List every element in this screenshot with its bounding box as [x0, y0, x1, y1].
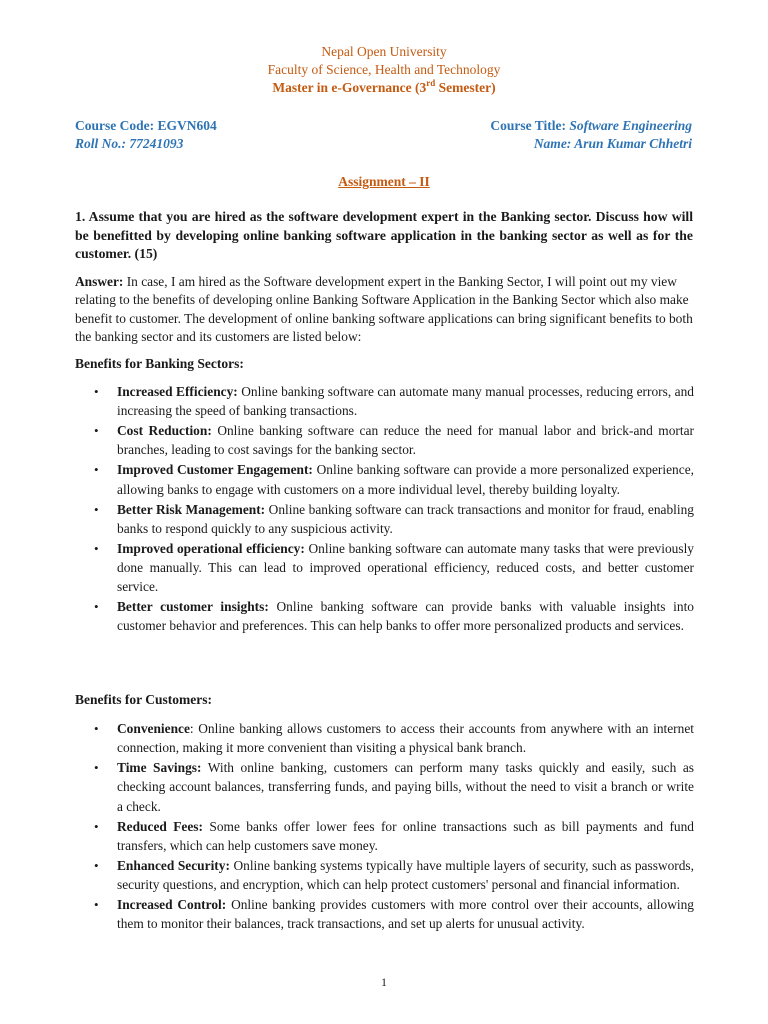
bullet-icon: • — [94, 423, 99, 439]
list-item — [75, 539, 694, 597]
item-term: Cost Reduction: — [117, 423, 212, 439]
course-code: Course Code: EGVN604 — [75, 118, 217, 133]
bullet-icon: • — [94, 384, 99, 399]
program-prefix: Master in e-Governance (3 — [272, 80, 427, 95]
item-text: With online banking, customers can perform many tasks quickly and easily, such as checking account balances, transferring funds, and paying bills, without the need to visit a branch or write a check. — [117, 760, 694, 814]
faculty-name: Faculty of Science, Health and Technology — [267, 62, 501, 77]
bullet-icon: • — [94, 760, 99, 776]
name-label: Name: — [533, 136, 575, 151]
customer-benefits-list — [75, 719, 694, 934]
item-text: Online banking software can track transactions and monitor for fraud, enabling banks to respond quickly to any suspicious activity. — [117, 501, 694, 536]
item-term: Reduced Fees: — [117, 818, 203, 834]
bullet-icon: • — [94, 897, 99, 913]
student-name — [534, 134, 692, 153]
item-term: Enhanced Security: — [117, 857, 230, 873]
assignment-title: Assignment – II — [338, 174, 430, 189]
bullet-icon: • — [94, 721, 99, 736]
item-term: Increased Control: — [117, 897, 227, 913]
bullet-icon: • — [94, 599, 99, 615]
roll-value: 77241093 — [129, 136, 184, 151]
bullet-icon: • — [94, 540, 99, 556]
item-text: Online banking software can automate many manual processes, reducing errors, and increasing the speed of banking transactions. — [117, 384, 694, 419]
program-title — [0, 79, 768, 97]
item-term: Time Savings: — [117, 760, 202, 776]
item-text: Some banks offer lower fees for online transactions such as bill payments and fund transfers, which can help customers save money. — [117, 818, 694, 853]
course-title — [490, 116, 692, 135]
item-term: Improved Customer Engagement: — [117, 462, 313, 478]
list-item — [75, 817, 694, 855]
list-item — [75, 460, 694, 498]
list-item — [75, 597, 694, 635]
banking-benefits-heading: Benefits for Banking Sectors: — [75, 356, 244, 371]
name-value: Arun Kumar Chhetri — [574, 136, 692, 151]
item-text: Online banking software can provide a more personalized experience, allowing banks to engage with customers on a more individual level, thereby building loyalty. — [117, 462, 694, 497]
list-item — [75, 856, 694, 894]
question-text: 1. Assume that you are hired as the software development expert in the Banking sector. Discuss how will be benefitted by developing online banking software application in the banking sector as well as for the customer. (15) — [75, 209, 693, 261]
banking-benefits-list — [75, 382, 694, 636]
program-superscript: rd — [426, 77, 436, 88]
list-item — [75, 758, 694, 816]
item-term: Increased Efficiency: — [117, 384, 238, 399]
item-text: Online banking systems typically have multiple layers of security, such as passwords, security questions, and encryption, which can help protect customers' personal and financial information. — [117, 857, 694, 893]
answer-paragraph — [75, 273, 694, 346]
answer-text: In case, I am hired as the Software development expert in the Banking Sector, I will point out my view relating to the benefits of developing online Banking Software Application in the Banking Sector which also make benefit to customer. The development of online banking software applications can bring significant benefits to both the banking sector and its customers are listed below: — [75, 274, 693, 344]
item-text: Online banking software can reduce the need for manual labor and brick-and mortar branches, leading to cost savings for the banking sector. — [117, 423, 694, 458]
item-text: Online banking provides customers with more control over their accounts, allowing them to monitor their balances, track transactions, and set up alerts for unusual activity. — [117, 897, 694, 932]
item-term: Improved operational efficiency: — [117, 540, 305, 556]
roll-label: Roll No.: — [75, 136, 130, 151]
list-item — [75, 719, 694, 757]
bullet-icon: • — [94, 501, 99, 517]
item-term: Convenience — [117, 721, 190, 736]
roll-number — [75, 134, 183, 153]
bullet-icon: • — [94, 462, 99, 478]
university-name: Nepal Open University — [321, 44, 447, 59]
page-number: 1 — [381, 975, 387, 989]
course-title-label: Course Title: — [490, 118, 570, 133]
bullet-icon: • — [94, 818, 99, 834]
list-item — [75, 895, 694, 933]
course-title-value: Software Engineering — [569, 118, 692, 133]
list-item — [75, 500, 694, 538]
answer-label: Answer: — [75, 274, 124, 289]
bullet-icon: • — [94, 857, 99, 873]
customer-benefits-heading: Benefits for Customers: — [75, 692, 212, 707]
item-text: Online banking software can provide banks with valuable insights into customer behavior and preferences. This can help banks to offer more personalized products and services. — [117, 599, 694, 634]
program-suffix: Semester) — [435, 80, 496, 95]
item-term: Better Risk Management: — [117, 501, 266, 517]
list-item — [75, 421, 694, 459]
item-text: Online banking software can automate many tasks that were previously done manually. This can lead to improved operational efficiency, reduced costs, and better customer service. — [117, 540, 694, 595]
item-text: : Online banking allows customers to access their accounts from anywhere with an internet connection, making it more convenient than visiting a physical bank branch. — [117, 721, 694, 756]
item-term: Better customer insights: — [117, 599, 269, 615]
list-item — [75, 382, 694, 420]
